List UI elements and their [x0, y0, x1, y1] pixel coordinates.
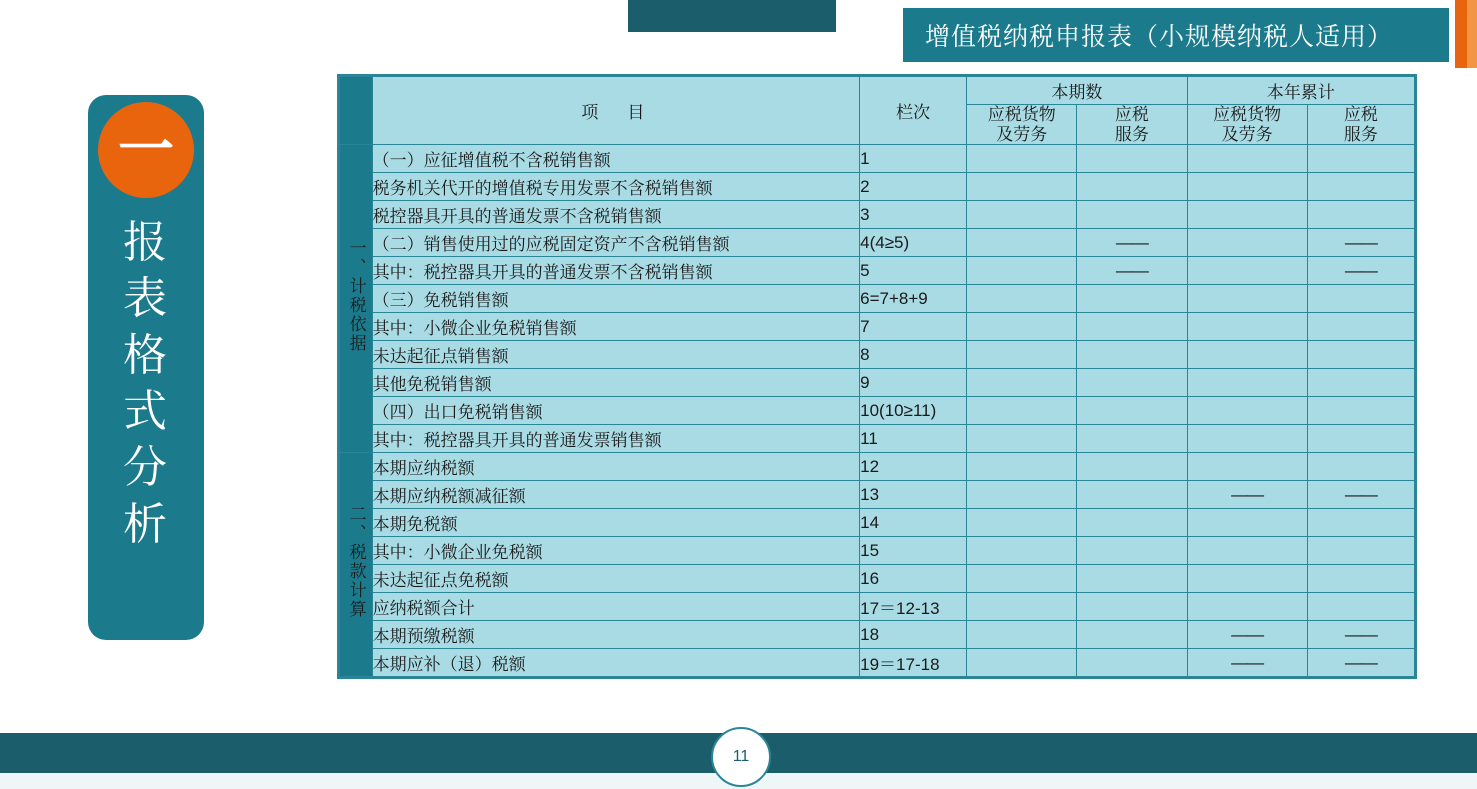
title-accent-bar-light — [1467, 0, 1477, 68]
row-line-no: 18 — [860, 621, 967, 649]
row-value-cell-4[interactable]: —— — [1307, 257, 1414, 285]
left-banner-title — [88, 215, 204, 553]
row-value-cell-1[interactable] — [967, 341, 1077, 369]
row-value-cell-4[interactable] — [1307, 453, 1414, 481]
vat-report-table-wrap — [337, 74, 1417, 679]
row-value-cell-3[interactable] — [1187, 565, 1307, 593]
row-value-cell-1[interactable] — [967, 649, 1077, 677]
banner-char-4: 式 — [123, 386, 169, 436]
row-value-cell-1[interactable] — [967, 201, 1077, 229]
row-item-label: 本期应补（退）税额 — [372, 649, 860, 677]
row-value-cell-3[interactable] — [1187, 201, 1307, 229]
row-value-cell-2[interactable] — [1077, 649, 1187, 677]
col-header-year-goods — [1187, 105, 1307, 145]
row-item-label: （一）应征增值税不含税销售额 — [372, 145, 860, 173]
col-header-current-service — [1077, 105, 1187, 145]
row-item-label: 税务机关代开的增值税专用发票不含税销售额 — [372, 173, 860, 201]
row-value-cell-1[interactable] — [967, 229, 1077, 257]
table-row — [340, 369, 1415, 397]
year-service-line2: 服务 — [1343, 124, 1378, 144]
col-header-line-no: 栏次 — [860, 77, 967, 145]
row-value-cell-3[interactable] — [1187, 229, 1307, 257]
row-line-no: 15 — [860, 537, 967, 565]
row-value-cell-3[interactable]: —— — [1187, 481, 1307, 509]
row-value-cell-4[interactable] — [1307, 537, 1414, 565]
row-value-cell-2[interactable] — [1077, 593, 1187, 621]
table-row — [340, 173, 1415, 201]
row-value-cell-1[interactable] — [967, 621, 1077, 649]
row-item-label: 其中：税控器具开具的普通发票销售额 — [372, 425, 860, 453]
table-row — [340, 537, 1415, 565]
page-title: 增值税纳税申报表（小规模纳税人适用） — [925, 23, 1394, 51]
col-header-current-goods — [967, 105, 1077, 145]
row-value-cell-2[interactable] — [1077, 537, 1187, 565]
row-line-no: 7 — [860, 313, 967, 341]
table-head-row-1 — [340, 77, 1415, 105]
row-value-cell-1[interactable] — [967, 173, 1077, 201]
row-item-label: 未达起征点销售额 — [372, 341, 860, 369]
col-header-item: 项 目 — [372, 77, 860, 145]
current-goods-line1: 应税货物 — [987, 105, 1056, 124]
row-line-no: 17＝12-13 — [860, 593, 967, 621]
row-value-cell-2[interactable] — [1077, 453, 1187, 481]
row-line-no: 12 — [860, 453, 967, 481]
row-item-label: 其他免税销售额 — [372, 369, 860, 397]
row-line-no: 6=7+8+9 — [860, 285, 967, 313]
row-value-cell-1[interactable] — [967, 537, 1077, 565]
banner-char-6: 析 — [123, 499, 169, 549]
row-item-label: 应纳税额合计 — [372, 593, 860, 621]
table-row — [340, 341, 1415, 369]
row-value-cell-4[interactable] — [1307, 201, 1414, 229]
table-row — [340, 145, 1415, 173]
top-decorative-bar — [628, 0, 836, 32]
table-row — [340, 509, 1415, 537]
row-value-cell-1[interactable] — [967, 397, 1077, 425]
row-value-cell-3[interactable] — [1187, 285, 1307, 313]
row-item-label: 税控器具开具的普通发票不含税销售额 — [372, 201, 860, 229]
row-value-cell-3[interactable] — [1187, 509, 1307, 537]
row-value-cell-1[interactable] — [967, 481, 1077, 509]
row-value-cell-4[interactable] — [1307, 145, 1414, 173]
row-value-cell-3[interactable] — [1187, 313, 1307, 341]
row-item-label: 本期应纳税额 — [372, 453, 860, 481]
row-line-no: 16 — [860, 565, 967, 593]
head-spacer — [340, 77, 373, 145]
row-value-cell-1[interactable] — [967, 285, 1077, 313]
row-line-no: 5 — [860, 257, 967, 285]
row-value-cell-2[interactable] — [1077, 621, 1187, 649]
row-value-cell-2[interactable] — [1077, 397, 1187, 425]
year-service-line1: 应税 — [1343, 105, 1378, 124]
row-value-cell-3[interactable] — [1187, 341, 1307, 369]
row-line-no: 8 — [860, 341, 967, 369]
row-value-cell-2[interactable] — [1077, 173, 1187, 201]
row-value-cell-2[interactable] — [1077, 145, 1187, 173]
table-row — [340, 593, 1415, 621]
table-body — [340, 145, 1415, 677]
table-row — [340, 453, 1415, 481]
year-goods-line2: 及劳务 — [1221, 124, 1273, 144]
row-line-no: 19＝17-18 — [860, 649, 967, 677]
row-line-no: 4(4≥5) — [860, 229, 967, 257]
table-row — [340, 397, 1415, 425]
row-value-cell-4[interactable] — [1307, 565, 1414, 593]
banner-char-3: 格 — [123, 330, 169, 380]
row-value-cell-4[interactable] — [1307, 313, 1414, 341]
row-line-no: 14 — [860, 509, 967, 537]
current-service-line1: 应税 — [1114, 105, 1149, 124]
row-value-cell-2[interactable] — [1077, 201, 1187, 229]
col-header-year-cumulative: 本年累计 — [1187, 77, 1415, 105]
page-number: 11 — [732, 748, 750, 765]
table-row — [340, 649, 1415, 677]
row-value-cell-4[interactable]: —— — [1307, 649, 1414, 677]
section-badge — [98, 102, 194, 198]
table-row — [340, 257, 1415, 285]
row-value-cell-2[interactable] — [1077, 313, 1187, 341]
row-value-cell-2[interactable] — [1077, 481, 1187, 509]
section-label-2 — [340, 453, 373, 677]
row-item-label: （二）销售使用过的应税固定资产不含税销售额 — [372, 229, 860, 257]
row-value-cell-1[interactable] — [967, 509, 1077, 537]
row-item-label: 本期免税额 — [372, 509, 860, 537]
row-value-cell-2[interactable] — [1077, 285, 1187, 313]
row-value-cell-1[interactable] — [967, 257, 1077, 285]
row-value-cell-4[interactable]: —— — [1307, 481, 1414, 509]
row-value-cell-1[interactable] — [967, 593, 1077, 621]
row-value-cell-3[interactable] — [1187, 425, 1307, 453]
row-value-cell-3[interactable] — [1187, 453, 1307, 481]
row-value-cell-3[interactable] — [1187, 369, 1307, 397]
year-goods-line1: 应税货物 — [1213, 105, 1282, 124]
row-value-cell-3[interactable] — [1187, 173, 1307, 201]
row-value-cell-2[interactable] — [1077, 369, 1187, 397]
current-service-line2: 服务 — [1114, 124, 1149, 144]
row-line-no: 10(10≥11) — [860, 397, 967, 425]
row-value-cell-2[interactable] — [1077, 509, 1187, 537]
row-value-cell-2[interactable]: —— — [1077, 257, 1187, 285]
row-value-cell-1[interactable] — [967, 145, 1077, 173]
row-value-cell-1[interactable] — [967, 313, 1077, 341]
row-value-cell-2[interactable] — [1077, 425, 1187, 453]
banner-char-1: 报 — [123, 218, 169, 267]
row-item-label: 未达起征点免税额 — [372, 565, 860, 593]
row-value-cell-4[interactable] — [1307, 285, 1414, 313]
vat-report-table — [339, 76, 1415, 677]
row-value-cell-4[interactable] — [1307, 593, 1414, 621]
row-value-cell-1[interactable] — [967, 453, 1077, 481]
row-line-no: 13 — [860, 481, 967, 509]
section-label-2-text: 二、税款计算 — [346, 505, 366, 620]
row-value-cell-3[interactable] — [1187, 145, 1307, 173]
row-value-cell-3[interactable] — [1187, 257, 1307, 285]
section-label-1 — [340, 145, 373, 453]
slide-title-bar — [903, 8, 1449, 62]
table-row — [340, 481, 1415, 509]
row-line-no: 1 — [860, 145, 967, 173]
row-item-label: 其中：小微企业免税额 — [372, 537, 860, 565]
row-item-label: 其中：税控器具开具的普通发票不含税销售额 — [372, 257, 860, 285]
row-value-cell-3[interactable] — [1187, 593, 1307, 621]
table-row — [340, 285, 1415, 313]
row-line-no: 2 — [860, 173, 967, 201]
row-value-cell-1[interactable] — [967, 565, 1077, 593]
row-item-label: 本期应纳税额减征额 — [372, 481, 860, 509]
row-item-label: 本期预缴税额 — [372, 621, 860, 649]
row-value-cell-4[interactable]: —— — [1307, 621, 1414, 649]
banner-char-2: 表 — [123, 274, 169, 324]
section-badge-label: 一 — [118, 118, 174, 181]
row-value-cell-4[interactable] — [1307, 369, 1414, 397]
row-line-no: 11 — [860, 425, 967, 453]
row-value-cell-3[interactable]: —— — [1187, 649, 1307, 677]
col-header-current-period: 本期数 — [967, 77, 1187, 105]
page-number-badge — [711, 727, 771, 787]
row-value-cell-3[interactable] — [1187, 397, 1307, 425]
row-value-cell-4[interactable]: —— — [1307, 229, 1414, 257]
row-item-label: （四）出口免税销售额 — [372, 397, 860, 425]
section-label-1-text: 一、计税依据 — [346, 239, 366, 354]
table-row — [340, 425, 1415, 453]
row-line-no: 9 — [860, 369, 967, 397]
table-row — [340, 229, 1415, 257]
banner-char-5: 分 — [123, 443, 169, 493]
row-value-cell-4[interactable] — [1307, 425, 1414, 453]
row-value-cell-2[interactable] — [1077, 341, 1187, 369]
row-value-cell-4[interactable] — [1307, 509, 1414, 537]
row-value-cell-2[interactable]: —— — [1077, 229, 1187, 257]
row-value-cell-4[interactable] — [1307, 173, 1414, 201]
table-row — [340, 621, 1415, 649]
row-item-label: 其中：小微企业免税销售额 — [372, 313, 860, 341]
table-row — [340, 201, 1415, 229]
row-item-label: （三）免税销售额 — [372, 285, 860, 313]
row-value-cell-2[interactable] — [1077, 565, 1187, 593]
row-value-cell-4[interactable] — [1307, 341, 1414, 369]
row-value-cell-4[interactable] — [1307, 397, 1414, 425]
table-row — [340, 313, 1415, 341]
row-line-no: 3 — [860, 201, 967, 229]
row-value-cell-3[interactable]: —— — [1187, 621, 1307, 649]
row-value-cell-3[interactable] — [1187, 537, 1307, 565]
row-value-cell-1[interactable] — [967, 425, 1077, 453]
row-value-cell-1[interactable] — [967, 369, 1077, 397]
col-header-year-service — [1307, 105, 1414, 145]
title-accent-bar — [1455, 0, 1467, 68]
table-head — [340, 77, 1415, 145]
current-goods-line2: 及劳务 — [996, 124, 1048, 144]
table-row — [340, 565, 1415, 593]
